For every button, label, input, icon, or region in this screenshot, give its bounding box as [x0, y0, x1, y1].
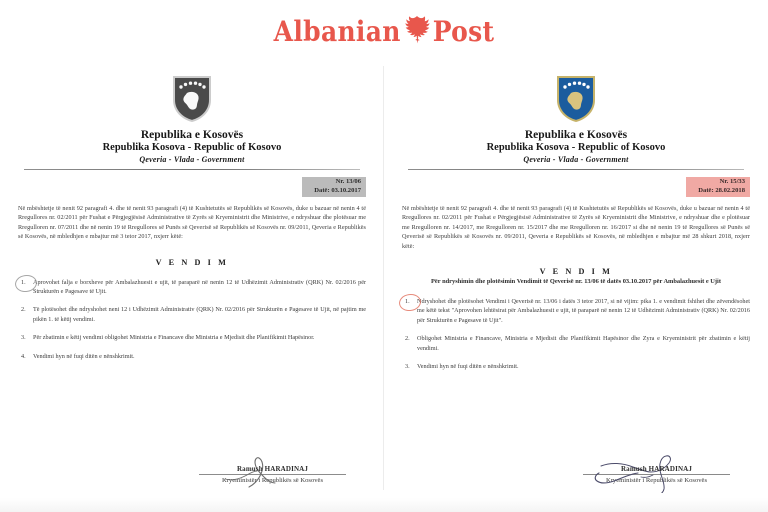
- decision-items-list: [402, 297, 750, 371]
- item-text: Aprovohet falja e borxheve për Ambalazhuesit e ujit, të paraparë në nenin 12 të Udhëzimit Administrativ (QRK) Nr. 02/2016 për Strukturën e Pagesave të Ujit.: [33, 278, 366, 296]
- letterhead-rule: [408, 169, 744, 170]
- letterhead-rule: [24, 169, 360, 170]
- signature-block: [569, 465, 744, 484]
- kosovo-coat-of-arms-icon: [402, 74, 750, 124]
- document-left: [0, 62, 384, 512]
- list-item: [402, 334, 750, 353]
- reference-row: [18, 177, 366, 197]
- reference-row: [402, 177, 750, 197]
- handwritten-signature-icon: [581, 453, 731, 493]
- reference-date: Datë: 28.02.2018: [698, 186, 745, 194]
- site-masthead: [0, 0, 768, 62]
- signature-block: [185, 465, 360, 484]
- letterhead-line-3: Qeveria - Vlada - Government: [523, 155, 629, 164]
- letterhead-line-2: Republika Kosova - Republic of Kosovo: [486, 142, 666, 153]
- documents-container: [0, 62, 768, 512]
- reference-highlight-box: [302, 177, 366, 197]
- item-number: 1.: [405, 298, 410, 306]
- masthead-word-post: Post: [432, 14, 495, 48]
- page-bottom-shadow: [0, 498, 768, 512]
- item-number: 1.: [21, 278, 26, 286]
- item-text: Të plotësohet dhe ndryshohet neni 12 i Udhëzimit Administrativ (QRK) Nr. 02/2016 për Strukturën e Pagesave të Ujit, në pajtim me pikën 1. të këtij vendimi.: [33, 306, 366, 323]
- document-right: [384, 62, 768, 512]
- signatory-name: Ramush HARADINAJ: [620, 465, 693, 473]
- decision-items-list: [18, 278, 366, 361]
- preamble-text: Në mbështetje të nenit 92 paragrafi 4. dhe të nenit 93 paragrafi (4) të Kushtetutës së Republikës së Kosovës, duke u bazuar në nenin 4 të Rregullores nr. 02/2011 për Fushat e Përgjegjësisë Administrative të Zyrës së Kryeministrit dhe Ministrive, e ndryshuar dhe e plotësuar me Rregulloren nr. 14/2017, me Rregulloren nr. 15/2017 dhe me Rregulloren nr. 16/2017 si dhe në nenin 19 të Rregullores së Punës së Qeverisë së Republikës së Kosovës nr. 09/2011, Qeveria e Republikës së Kosovës, në mbledhjen e mbajtur më 28 shkurt 2018, nxjerr këtë:: [402, 205, 750, 250]
- letterhead-line-1: Republika e Kosovës: [140, 129, 244, 141]
- signatory-role: Kryeministër i Republikës së Kosovës: [221, 477, 324, 484]
- item-number: 4.: [21, 352, 26, 360]
- decision-heading: V E N D I M: [539, 267, 613, 277]
- reference-number: Nr. 13/06: [335, 178, 361, 185]
- reference-number: Nr. 15/33: [719, 178, 745, 185]
- list-item: [18, 305, 366, 324]
- reference-highlight-box: [686, 177, 750, 197]
- item-text: Vendimi hyn në fuqi ditën e nënshkrimit.: [417, 363, 519, 371]
- item-number: 3.: [405, 363, 410, 371]
- item-text: Obligohet Ministria e Financave, Ministria e Mjedisit dhe Planifikimit Hapësinor dhe Zyra e Kryeministrit për zbatimin e këtij vendimi.: [417, 335, 750, 352]
- list-item: [18, 352, 366, 361]
- list-item: [402, 362, 750, 371]
- masthead-word-albanian: Albanian: [273, 14, 401, 48]
- list-item: [402, 297, 750, 325]
- reference-date: Datë: 03.10.2017: [314, 186, 361, 194]
- decision-heading: V E N D I M: [155, 257, 229, 267]
- letterhead-right: [402, 129, 750, 165]
- list-item: [18, 333, 366, 342]
- letterhead-line-2: Republika Kosova - Republic of Kosovo: [102, 142, 282, 153]
- signatory-name: Ramush HARADINAJ: [236, 465, 309, 473]
- item-text: Për zbatimin e këtij vendimi obligohet Ministria e Financave dhe Ministria e Mjedisit dhe Planifikimit Hapësinor.: [33, 334, 315, 342]
- decision-subheading: Për ndryshimin dhe plotësimin Vendimit të Qeverisë nr. 13/06 të datës 03.10.2017 për Ambalazhuesit e Ujit: [431, 278, 721, 286]
- item-number: 2.: [405, 335, 410, 343]
- kosovo-coat-of-arms-icon: [18, 74, 366, 124]
- item-text: Ndryshohet dhe plotësohet Vendimi i Qeverisë nr. 13/06 i datës 3 tetor 2017, si në vijim: pika 1. e vendimit fshihet dhe zëvendësohet me këtë tekst "Aprovohen lehtësirat për Ambalazhuesit e ujit, të paraparë në nenin 12 të Udhëzimit Administrativ (QRK) Nr. 02/2016 për Strukturën e Pagesave të Ujit".: [417, 298, 750, 324]
- handwritten-signature-icon: [197, 453, 347, 493]
- letterhead-left: [18, 129, 366, 165]
- item-number: 3.: [21, 334, 26, 342]
- item-text: Vendimi hyn në fuqi ditën e nënshkrimit.: [33, 352, 135, 360]
- letterhead-line-1: Republika e Kosovës: [524, 129, 628, 141]
- item-number: 2.: [21, 306, 26, 314]
- albanian-eagle-icon: [403, 15, 431, 47]
- signatory-role: Kryeministër i Republikës së Kosovës: [605, 477, 708, 484]
- list-item: [18, 278, 366, 297]
- preamble-text: Në mbështetje të nenit 92 paragrafi 4. dhe të nenit 93 paragrafi (4) të Kushtetutës së Republikës së Kosovës, duke u bazuar në nenin 4 të Rregullores nr. 02/2011 për Fushat e Përgjegjësisë Administrative të Zyrës së Kryeministrit dhe Ministrive, e ndryshuar dhe plotësuar me Rregulloren nr. 07/2011 dhe në nenin 19 të Rregullores së Punës së Qeverisë së Republikës së Kosovës nr. 09/2011, Qeveria e Republikës së Kosovës, në mbledhjen e mbajtur më 3 tetor 2017, nxjerr këtë:: [18, 205, 366, 241]
- letterhead-line-3: Qeveria - Vlada - Government: [139, 155, 245, 164]
